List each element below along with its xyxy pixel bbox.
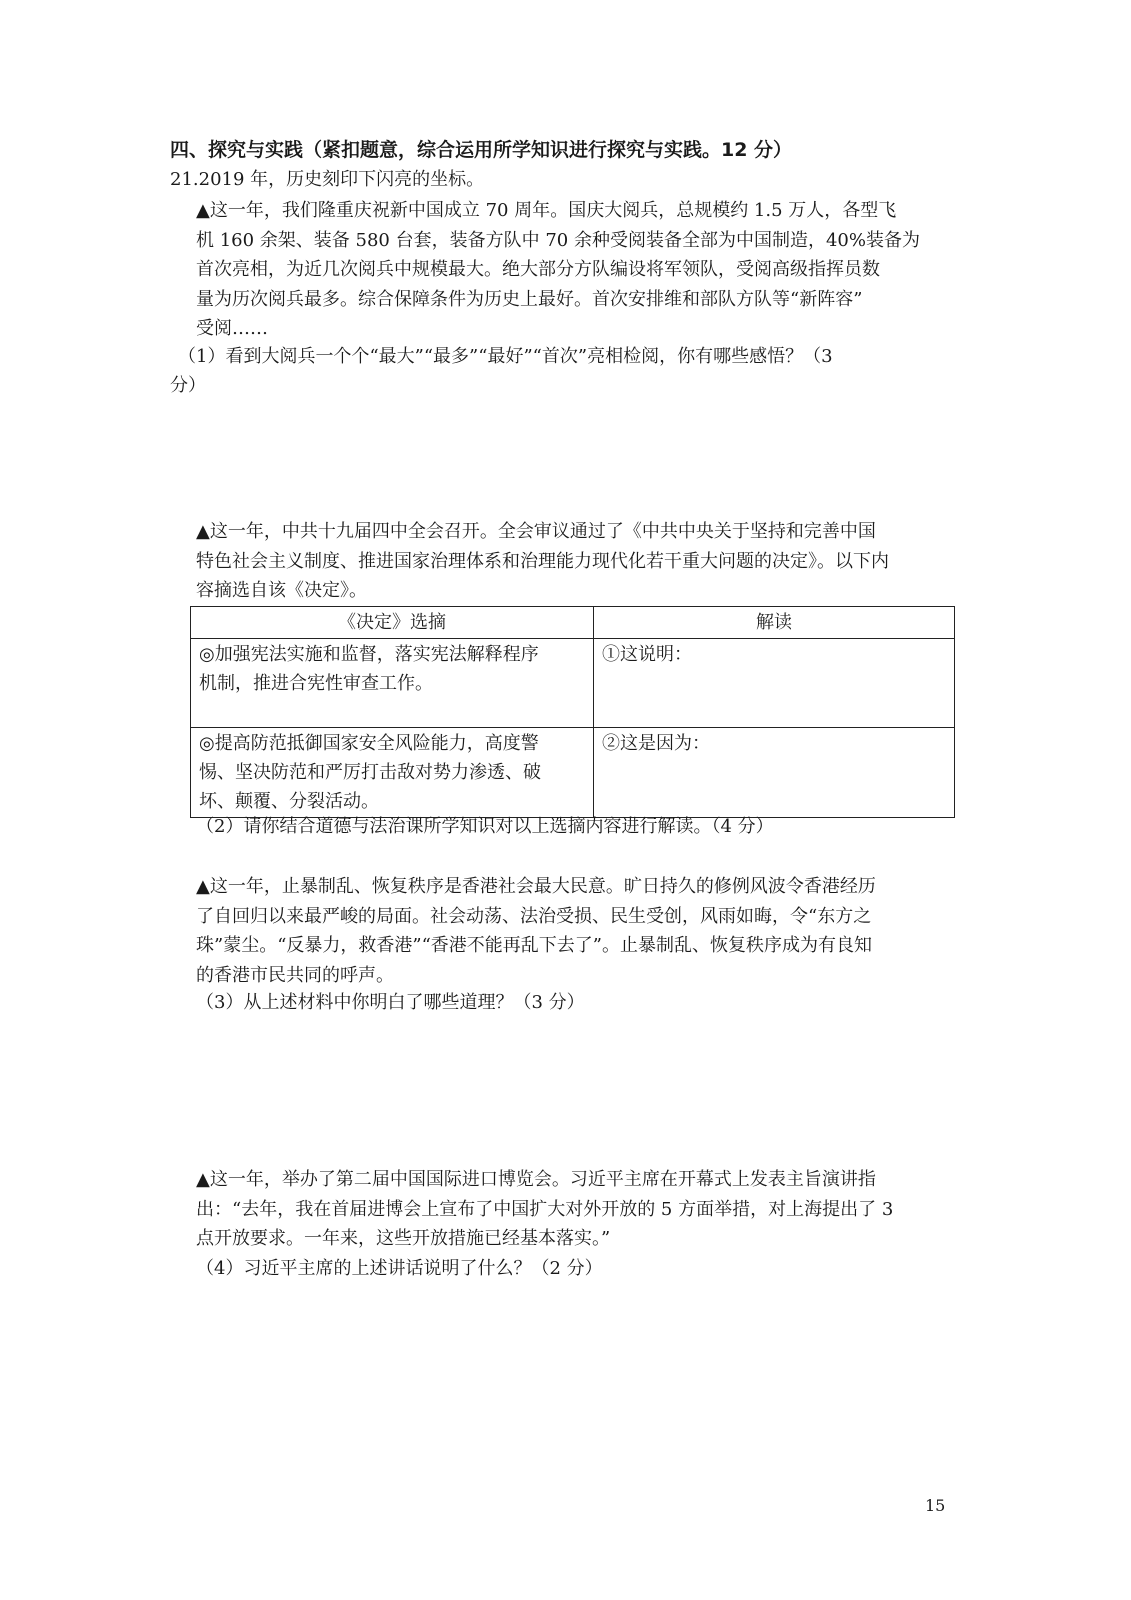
material-line: 出：“去年，我在首届进博会上宣布了中国扩大对外开放的 5 方面举措，对上海提出了 3 [196,1198,894,1220]
material-line: ▲这一年，举办了第二届中国国际进口博览会。习近平主席在开幕式上发表主旨演讲指 [196,1169,876,1190]
table-header-row [191,607,955,639]
page-number: 15 [925,1496,946,1515]
table-row [191,639,955,728]
excerpt-line: ◎加强宪法实施和监督，落实宪法解释程序 [199,644,539,665]
reading-cell[interactable] [594,728,955,818]
sub-question-line: （1）看到大阅兵一个个“最大”“最多”“最好”“首次”亮相检阅，你有哪些感悟？（3 [178,346,833,367]
material-line: 首次亮相，为近几次阅兵中规模最大。绝大部分方队编设将军领队，受阅高级指挥员数 [196,259,880,280]
material-line: 量为历次阅兵最多。综合保障条件为历史上最好。首次安排维和部队方队等“新阵容” [196,288,863,310]
sub-question-2: （2）请你结合道德与法治课所学知识对以上选摘内容进行解读。（4 分） [196,816,774,837]
sub-question-line: 分） [170,375,206,396]
material-plenum [196,517,946,606]
material-line: ▲这一年，我们隆重庆祝新中国成立 70 周年。国庆大阅兵，总规模约 1.5 万人，各型飞 [196,200,897,221]
material-line: ▲这一年，止暴制乱、恢复秩序是香港社会最大民意。旷日持久的修例风波令香港经历 [196,876,876,897]
material-line: 的香港市民共同的呼声。 [196,964,394,986]
table-header: 解读 [594,607,955,639]
excerpt-cell [191,639,594,728]
decision-table [190,606,955,818]
excerpt-line: 惕、坚决防范和严厉打击敌对势力渗透、破 [199,762,541,783]
material-line: 点开放要求。一年来，这些开放措施已经基本落实。” [196,1228,611,1249]
material-parade [196,196,946,344]
material-line: 了自回归以来最严峻的局面。社会动荡、法治受损、民生受创，风雨如晦，令“东方之 [196,905,872,927]
table-header: 《决定》选摘 [191,607,594,639]
table-row [191,728,955,818]
material-line: 受阅…… [196,318,268,339]
excerpt-line: 机制，推进合宪性审查工作。 [199,673,433,694]
material-hongkong [196,872,946,990]
material-line: 特色社会主义制度、推进国家治理体系和治理能力现代化若干重大问题的决定》。以下内 [196,550,889,572]
excerpt-line: 坏、颠覆、分裂活动。 [199,791,379,812]
reading-prompt: ②这是因为： [602,733,710,754]
reading-cell[interactable] [594,639,955,728]
material-line: 容摘选自该《决定》。 [196,580,367,601]
material-expo [196,1165,946,1254]
material-line: ▲这一年，中共十九届四中全会召开。全会审议通过了《中共中央关于坚持和完善中国 [196,521,876,542]
question-intro: 21.2019 年，历史刻印下闪亮的坐标。 [170,169,485,190]
material-line: 珠”蒙尘。“反暴力，救香港”“香港不能再乱下去了”。止暴制乱、恢复秩序成为有良知 [196,935,873,956]
section-heading: 四、探究与实践（紧扣题意，综合运用所学知识进行探究与实践。12 分） [170,139,793,161]
sub-question-3: （3）从上述材料中你明白了哪些道理？（3 分） [196,992,585,1013]
excerpt-cell [191,728,594,818]
reading-prompt: ①这说明： [602,644,692,665]
sub-question-4: （4）习近平主席的上述讲话说明了什么？（2 分） [196,1258,603,1279]
sub-question-1 [170,342,948,400]
excerpt-line: ◎提高防范抵御国家安全风险能力，高度警 [199,733,539,754]
material-line: 机 160 余架、装备 580 台套，装备方队中 70 余种受阅装备全部为中国制造，40%装备为 [196,229,920,251]
